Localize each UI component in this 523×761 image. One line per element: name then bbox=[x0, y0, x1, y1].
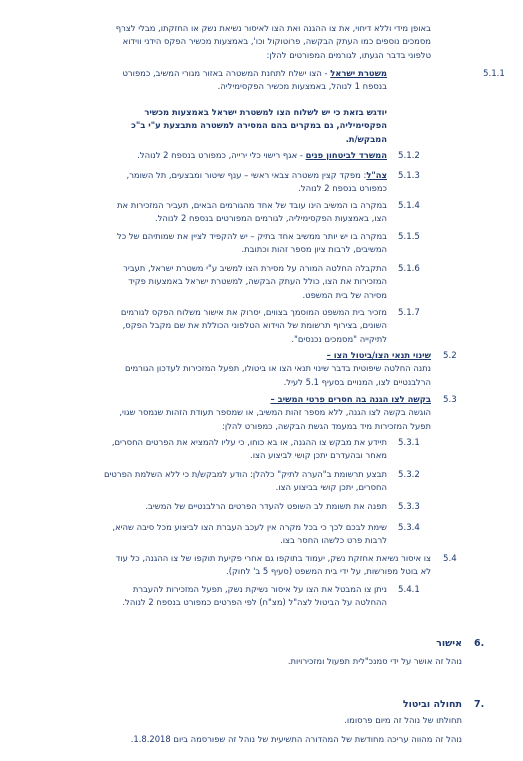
item-text: - אגף רישוי כלי ירייה, כמפורט בנספח 2 לנוהל. bbox=[137, 150, 306, 160]
item-number: 5.3.3 bbox=[398, 502, 420, 512]
item-line: החסרים, יתכן קושי בביצוע הצו. bbox=[275, 482, 387, 493]
section-line: נתנה החלטה שיפוטית בדבר שינוי תנאי הצו או ביטולו, תפעל המזכירות לעדכון הגורמים bbox=[125, 363, 431, 374]
item-5-1-1 bbox=[57, 67, 387, 94]
item-5-1-7 bbox=[57, 306, 387, 346]
item-line: תבצע תרשומת ב"הערה לתיק" כלהלן: הודע למבקש/ת כי ללא השלמת הפרטים bbox=[103, 469, 387, 479]
item-line: תפנה את תשומת לב השופט להעדר הפרטים הרלבנטיים של המשיב. bbox=[145, 501, 387, 511]
item-line: המזכירות את הצו, כולל העתק הבקשה, למשטרת ישראל באמצעות פקיד bbox=[128, 276, 387, 287]
item-line: כמפורט בנספח 2 לנוהל. bbox=[298, 183, 387, 194]
item-text: : מפקד קצין משטרה צבאי ראשי – ענף שיטור ומבצעים, תל השומר, bbox=[126, 170, 367, 180]
item-line: מסירה של בית המשפט. bbox=[302, 289, 387, 300]
section-number: 6. bbox=[474, 638, 485, 649]
section-line: תחולתו של נוהל זה מיום פרסומו. bbox=[344, 715, 462, 725]
item-line: בנספח 1 לנוהל, באמצעות מכשיר הפקסימיליה. bbox=[217, 81, 387, 92]
item-5-1-6 bbox=[57, 262, 387, 302]
item-line: לתיקייה "מסמכים נכנסים". bbox=[291, 333, 387, 344]
section-number: 5.4 bbox=[443, 554, 457, 564]
section-6-text: נוהל זה אושר על ידי סמנכ"לית תפעול ומזכירויות. bbox=[287, 656, 462, 666]
section-6-title: אישור bbox=[436, 638, 462, 649]
section-number: 7. bbox=[474, 699, 485, 710]
item-number: 5.1.1 bbox=[483, 69, 505, 79]
section-title: שינוי תנאי הצו/ביטול הצו – bbox=[326, 350, 431, 360]
item-text: - הצו ישלח לתחנת המשטרה באזור מגורי המשיב, כמפורט bbox=[122, 68, 331, 78]
item-number: 5.1.7 bbox=[398, 308, 420, 318]
item-line: תיידע את מבקש צו ההגנה, או בא כוחו, כי עליו להמציא את הפרטים החסרים, bbox=[111, 437, 387, 447]
section-line: לא בוטל מפורשות, על ידי בית המשפט (סעיף 5 ב' לחוק). bbox=[226, 566, 431, 577]
intro-line: טלפוני בדבר הגעתו, לגורמים המפורטים להלן: bbox=[266, 49, 431, 60]
item-number: 5.4.1 bbox=[398, 585, 420, 595]
item-number: 5.1.2 bbox=[398, 151, 420, 161]
item-bold: משטרת ישראל bbox=[330, 68, 387, 78]
notice-line: הפקסימיליה, גם במקרים בהם המסירה למשטרה מתבצעת ע"י ב"כ bbox=[131, 120, 387, 131]
item-line: השונים, בצירוף תרשומת של הוידוא הטלפוני הכוללת את שם מקבל הפקס, bbox=[122, 320, 387, 331]
section-number: 5.3 bbox=[443, 395, 457, 405]
item-bold: המשרד לביטחון פנים bbox=[305, 150, 387, 160]
item-5-1-4 bbox=[57, 199, 387, 226]
section-line: נוהל זה מהווה עריכה מחודשת של המהדורה התשיעית של נוהל זה שפורסמה ביום 1.8.2018. bbox=[130, 734, 462, 745]
section-title: בקשה לצו הגנה בה חסרים פרטי המשיב – bbox=[270, 394, 431, 404]
intro-line: באופן מידי וללא דיחוי, את צו ההגנה ואת הצו לאיסור נשיאת נשק או החזקתו, מבלי לצרף bbox=[115, 23, 431, 33]
item-line: לרבות פרט כלשהו החסר בצו. bbox=[280, 535, 387, 546]
item-bold: צה"ל bbox=[366, 170, 387, 180]
item-number: 5.3.4 bbox=[398, 523, 420, 533]
item-text: התקבלה החלטה המורה על מסירת הצו למשיב ע"י משטרת ישראל, תעביר bbox=[123, 263, 387, 273]
item-5-3-3 bbox=[57, 500, 387, 513]
item-5-1-2 bbox=[57, 149, 387, 162]
section-line: תפעל המזכירות מיד במעמד הגשת הבקשה, כמפורט להלן: bbox=[222, 420, 431, 431]
item-5-3-2 bbox=[57, 468, 387, 495]
item-line: ההחלטה על הביטול לצה"ל (מצ"ח) לפי הפרטים כמפורט בנספח 2 לנוהל. bbox=[122, 597, 387, 608]
item-number: 5.1.6 bbox=[398, 264, 420, 274]
item-line: המשיבים, לרבות ציון מספר זהות וכתובת. bbox=[241, 244, 387, 255]
item-text: מזכיר בית המשפט המוסמך בצווים, יסרוק את אישור משלוח הפקס לגורמים bbox=[120, 307, 387, 317]
section-5-2 bbox=[57, 349, 431, 389]
item-5-1-3 bbox=[57, 169, 387, 196]
section-line: הוגשה בקשה לצו הגנה, ללא מספר זהות המשיב, או שמספר תעודת הזהות שנמסר שגוי, bbox=[119, 407, 431, 418]
item-number: 5.1.3 bbox=[398, 171, 420, 181]
intro-paragraph bbox=[59, 22, 431, 62]
item-5-3-4 bbox=[57, 521, 387, 548]
item-number: 5.1.4 bbox=[398, 201, 420, 211]
item-5-4-1 bbox=[57, 583, 387, 610]
section-line: צו איסור נשיאת אחזקת נשק, יעמוד בתוקפו גם אחרי פקיעת תוקפו של צו ההגנה, כל עוד bbox=[115, 553, 431, 563]
item-line: הצו, באמצעות הפקסימיליה, לגורמים המפורטים בנספח 2 לנוהל. bbox=[155, 213, 387, 224]
notice-line: יודגש בזאת כי יש לשלוח הצו למשטרת ישראל באמצעות מכשיר bbox=[144, 107, 387, 117]
item-5-1-5 bbox=[57, 230, 387, 257]
item-line: מאחר ובהעדרם יתכן קושי לביצוע הצו. bbox=[250, 450, 387, 461]
item-number: 5.3.1 bbox=[398, 438, 420, 448]
section-5-4 bbox=[57, 552, 431, 579]
section-line: הרלבנטיים לצו, המנויים בסעיף 5.1 לעיל. bbox=[283, 376, 431, 387]
section-7-title: תחולה וביטול bbox=[402, 699, 462, 710]
section-5-3 bbox=[57, 393, 431, 433]
item-5-3-1 bbox=[57, 436, 387, 463]
intro-line: מסמכים נוספים כמו העתק הבקשה, פרוטוקול וכו', באמצעות מכשיר הפקס הידני ווידוא bbox=[122, 36, 431, 47]
fax-notice bbox=[57, 106, 387, 146]
item-number: 5.1.5 bbox=[398, 232, 420, 242]
notice-line: המבקש/ת. bbox=[345, 133, 387, 144]
item-line: ניתן צו המבטל את הצו על איסור נשיקת נשק, תפעל המזכירות להעברת bbox=[132, 584, 387, 594]
item-text: במקרה בו יש יותר ממשיב אחד בתיק – יש להקפיד לציין את שמותיהם של כל bbox=[117, 231, 387, 241]
item-text: במקרה בו המשיב הינו עובד של אחד מהגורמים הבאים, תעביר המזכירות את bbox=[116, 200, 387, 210]
section-number: 5.2 bbox=[443, 351, 457, 361]
section-7-text bbox=[42, 714, 462, 747]
item-number: 5.3.2 bbox=[398, 470, 420, 480]
item-line: שימת לבכם לכך כי בכל מקרה אין לעכב העברת הצו לביצוע מכל סיבה שהיא, bbox=[112, 522, 387, 532]
